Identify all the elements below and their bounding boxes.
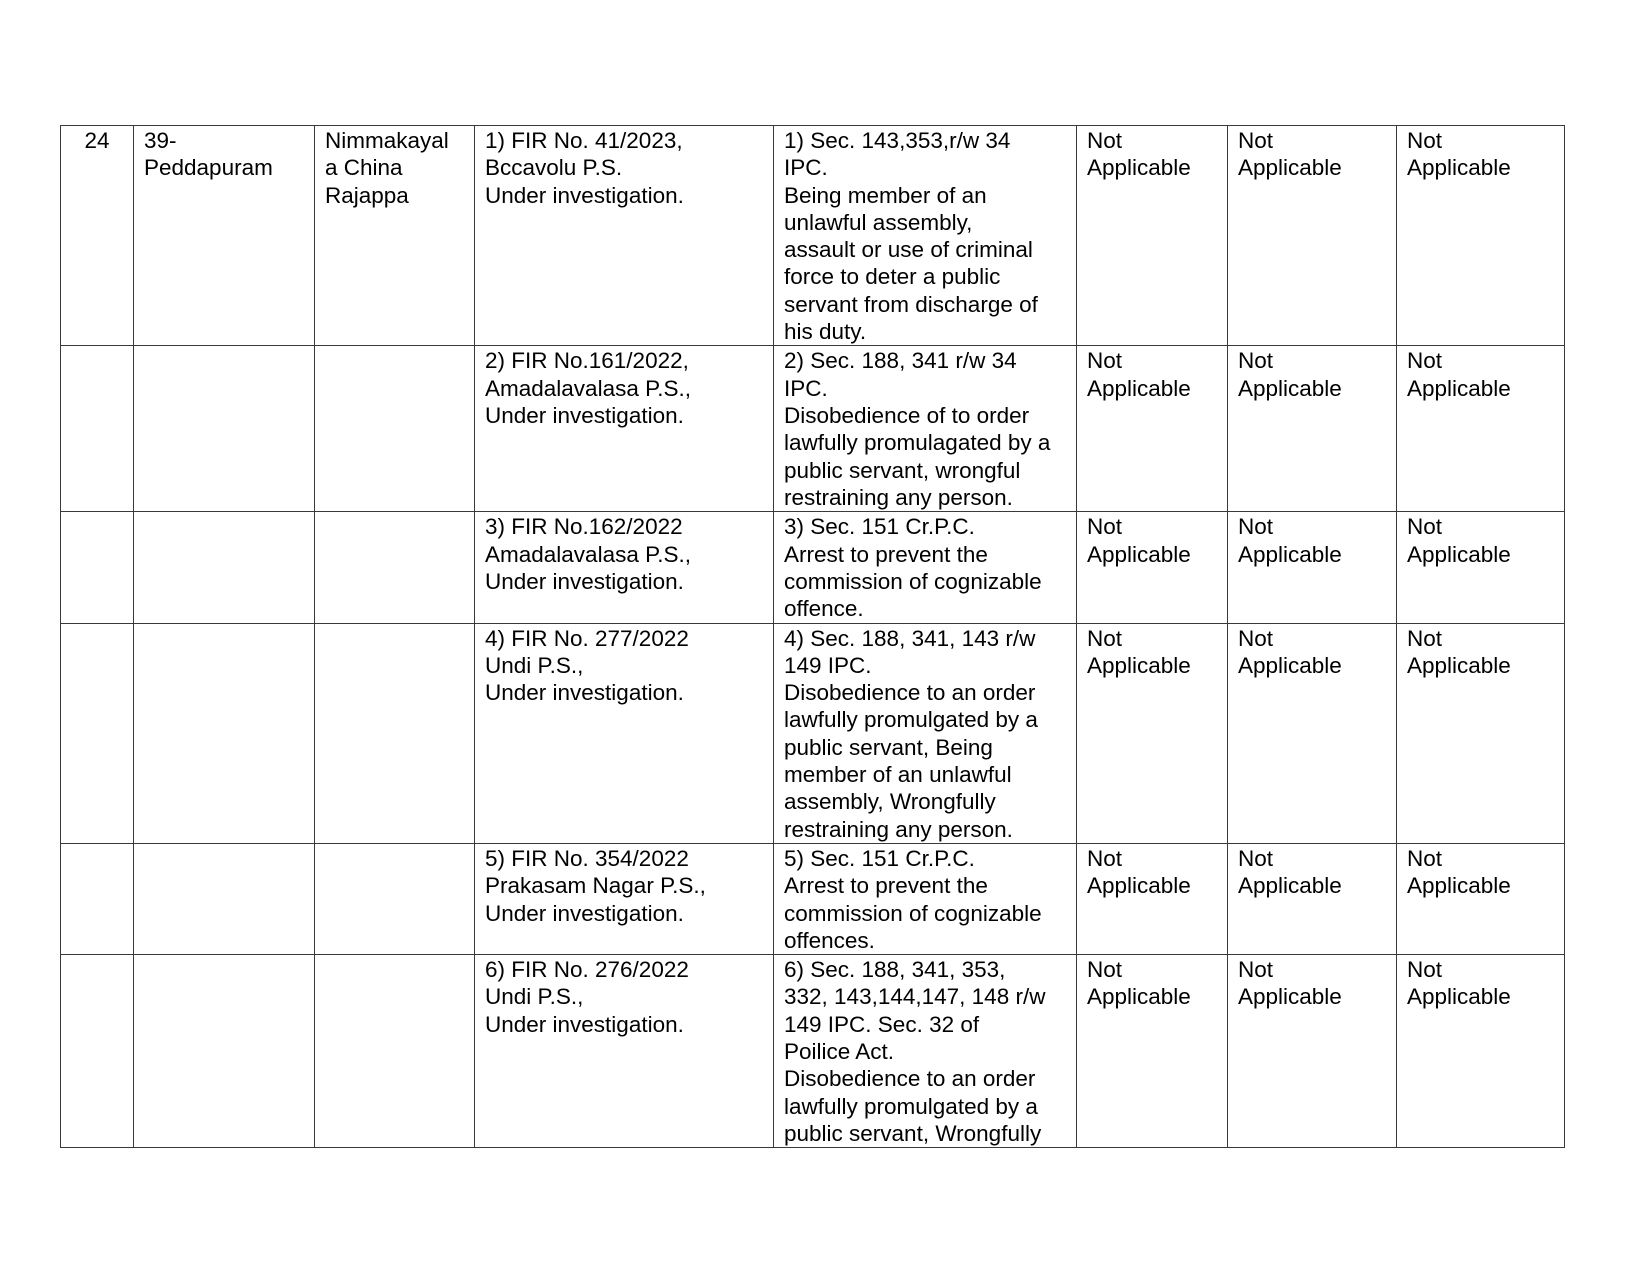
cell-text-line: Under investigation. — [485, 182, 684, 208]
cell-text-line: commission of cognizable — [784, 900, 1042, 926]
cell-text-line: Undi P.S., — [485, 984, 584, 1010]
ipc-sections-cell — [774, 843, 1077, 954]
cell-text-line: Arrest to prevent the — [784, 541, 988, 567]
constituency-cell — [134, 512, 315, 623]
cell-text-line: Under investigation. — [485, 900, 684, 926]
cell-text-line: Not — [1238, 845, 1274, 871]
cell-text-line: Not — [1087, 514, 1123, 540]
cell-text-line: Arrest to prevent the — [784, 873, 988, 899]
cell-text-line: Applicable — [1407, 155, 1511, 181]
candidate-name-cell — [315, 623, 475, 843]
conviction-status-cell — [1077, 843, 1228, 954]
cell-text-line: Undi P.S., — [485, 652, 584, 678]
punishment-cell — [1228, 346, 1397, 512]
cell-text-line: Applicable — [1087, 652, 1191, 678]
cell-text-line: unlawful assembly, — [784, 209, 973, 235]
appeal-status-cell — [1397, 126, 1565, 346]
cell-text-line: 3) Sec. 151 Cr.P.C. — [784, 514, 975, 540]
cell-text-line: Being member of an — [784, 182, 987, 208]
cell-text-line: Applicable — [1087, 375, 1191, 401]
conviction-status-cell — [1077, 955, 1228, 1148]
cell-text-line: lawfully promulagated by a — [784, 430, 1051, 456]
punishment-cell — [1228, 126, 1397, 346]
serial-number-cell — [61, 512, 134, 623]
serial-number-cell — [61, 955, 134, 1148]
ipc-sections-cell — [774, 512, 1077, 623]
serial-number-cell — [61, 843, 134, 954]
cell-text-line: Under investigation. — [485, 680, 684, 706]
conviction-status-cell — [1077, 346, 1228, 512]
appeal-status-cell — [1397, 346, 1565, 512]
appeal-status-cell — [1397, 512, 1565, 623]
cell-text-line: Disobedience to an order — [784, 680, 1036, 706]
punishment-cell — [1228, 512, 1397, 623]
cell-text-line: lawfully promulgated by a — [784, 1093, 1038, 1119]
table-row — [61, 955, 1565, 1148]
ipc-sections-cell — [774, 126, 1077, 346]
cell-text-line: Not — [1087, 957, 1123, 983]
ipc-sections-cell — [774, 955, 1077, 1148]
cell-text-line: Under investigation. — [485, 568, 684, 594]
candidate-name-cell — [315, 126, 475, 346]
cell-text-line: Rajappa — [325, 182, 409, 208]
punishment-cell — [1228, 955, 1397, 1148]
ipc-sections-cell — [774, 346, 1077, 512]
fir-details-cell — [475, 623, 774, 843]
criminal-cases-table — [60, 125, 1565, 1148]
cell-text-line: 2) Sec. 188, 341 r/w 34 — [784, 348, 1017, 374]
cell-text-line: servant from discharge of — [784, 291, 1038, 317]
cell-text-line: 2) FIR No.161/2022, — [485, 348, 689, 374]
punishment-cell — [1228, 623, 1397, 843]
cell-text-line: 4) Sec. 188, 341, 143 r/w — [784, 625, 1036, 651]
cell-text-line: Applicable — [1238, 984, 1342, 1010]
cell-text-line: Applicable — [1407, 652, 1511, 678]
cell-text-line: member of an unlawful — [784, 762, 1012, 788]
cell-text-line: Applicable — [1087, 541, 1191, 567]
fir-details-cell — [475, 346, 774, 512]
constituency-cell — [134, 843, 315, 954]
conviction-status-cell — [1077, 623, 1228, 843]
candidate-name-cell — [315, 843, 475, 954]
ipc-sections-cell — [774, 623, 1077, 843]
cell-text-line: Poilice Act. — [784, 1039, 895, 1065]
cell-text-line: Not — [1407, 845, 1443, 871]
cell-text-line: Under investigation. — [485, 402, 684, 428]
cell-text-line: public servant, wrongful — [784, 457, 1021, 483]
cell-text-line: Applicable — [1087, 155, 1191, 181]
cell-text-line: Not — [1238, 128, 1274, 153]
cell-text-line: 1) Sec. 143,353,r/w 34 — [784, 128, 1011, 153]
cell-text-line: Disobedience to an order — [784, 1066, 1036, 1092]
fir-details-cell — [475, 843, 774, 954]
cell-text-line: 5) Sec. 151 Cr.P.C. — [784, 845, 975, 871]
table-row — [61, 843, 1565, 954]
cell-text-line: Bccavolu P.S. — [485, 155, 623, 181]
cell-text-line: Applicable — [1087, 873, 1191, 899]
cell-text-line: Amadalavalasa P.S., — [485, 541, 691, 567]
cell-text-line: restraining any person. — [784, 816, 1013, 842]
cell-text-line: force to deter a public — [784, 264, 1001, 290]
conviction-status-cell — [1077, 126, 1228, 346]
cell-text-line: Amadalavalasa P.S., — [485, 375, 691, 401]
constituency-cell — [134, 346, 315, 512]
serial-number-cell — [61, 346, 134, 512]
constituency-cell — [134, 126, 315, 346]
cell-text-line: Peddapuram — [144, 155, 273, 181]
cell-text-line: Not — [1087, 348, 1123, 374]
cell-text-line: public servant, Being — [784, 734, 993, 760]
cell-text-line: 149 IPC. — [784, 652, 872, 678]
fir-details-cell — [475, 126, 774, 346]
cell-text-line: Under investigation. — [485, 1011, 684, 1037]
cell-text-line: IPC. — [784, 155, 828, 181]
cell-text-line: Not — [1087, 625, 1123, 651]
appeal-status-cell — [1397, 843, 1565, 954]
cell-text-line: Not — [1407, 514, 1443, 540]
serial-number-cell — [61, 126, 134, 346]
candidate-name-cell — [315, 512, 475, 623]
cell-text-line: Applicable — [1238, 541, 1342, 567]
candidate-name-cell — [315, 346, 475, 512]
cell-text-line: assault or use of criminal — [784, 237, 1033, 263]
cell-text-line: restraining any person. — [784, 484, 1013, 510]
cell-text-line: 6) Sec. 188, 341, 353, — [784, 957, 1006, 983]
appeal-status-cell — [1397, 955, 1565, 1148]
constituency-cell — [134, 955, 315, 1148]
cell-text-line: Applicable — [1407, 541, 1511, 567]
cell-text-line: Applicable — [1087, 984, 1191, 1010]
table-row — [61, 623, 1565, 843]
cell-text-line: 3) FIR No.162/2022 — [485, 514, 683, 540]
fir-details-cell — [475, 955, 774, 1148]
cell-text-line: Not — [1238, 348, 1274, 374]
cell-text-line: 39- — [144, 128, 177, 153]
punishment-cell — [1228, 843, 1397, 954]
cell-text-line: commission of cognizable — [784, 568, 1042, 594]
cell-text-line: 6) FIR No. 276/2022 — [485, 957, 689, 983]
cell-text-line: 332, 143,144,147, 148 r/w — [784, 984, 1046, 1010]
cell-text-line: offences. — [784, 927, 875, 953]
cell-text-line: Nimmakayal — [325, 128, 449, 153]
cell-text-line: Applicable — [1407, 873, 1511, 899]
cell-text-line: 5) FIR No. 354/2022 — [485, 845, 689, 871]
cell-text-line: Disobedience of to order — [784, 402, 1030, 428]
appeal-status-cell — [1397, 623, 1565, 843]
fir-details-cell — [475, 512, 774, 623]
cell-text-line: Applicable — [1407, 984, 1511, 1010]
cell-text-line: Not — [1407, 957, 1443, 983]
table-row — [61, 512, 1565, 623]
table-row — [61, 346, 1565, 512]
constituency-cell — [134, 623, 315, 843]
cell-text-line: public servant, Wrongfully — [784, 1120, 1042, 1146]
cell-text-line: Applicable — [1238, 375, 1342, 401]
cell-text-line: Applicable — [1238, 155, 1342, 181]
conviction-status-cell — [1077, 512, 1228, 623]
cell-text-line: Prakasam Nagar P.S., — [485, 873, 706, 899]
table-body — [61, 126, 1565, 1148]
cell-text-line: Not — [1087, 128, 1123, 153]
cell-text-line: his duty. — [784, 319, 867, 345]
cell-text-line: Not — [1087, 845, 1123, 871]
cell-text-line: 1) FIR No. 41/2023, — [485, 128, 683, 153]
serial-number-cell — [61, 623, 134, 843]
cell-text-line: Applicable — [1407, 375, 1511, 401]
cell-text-line: Not — [1407, 128, 1443, 153]
cell-text-line: Applicable — [1238, 652, 1342, 678]
table-row — [61, 126, 1565, 346]
cell-text-line: Not — [1407, 625, 1443, 651]
cell-text-line: a China — [325, 155, 403, 181]
cell-text-line: Not — [1238, 625, 1274, 651]
cell-text-line: Applicable — [1238, 873, 1342, 899]
cell-text-line: Not — [1238, 514, 1274, 540]
candidate-name-cell — [315, 955, 475, 1148]
cell-text-line: 24 — [84, 128, 110, 153]
cell-text-line: 149 IPC. Sec. 32 of — [784, 1011, 980, 1037]
cell-text-line: Not — [1407, 348, 1443, 374]
cell-text-line: assembly, Wrongfully — [784, 789, 996, 815]
cell-text-line: offence. — [784, 596, 864, 622]
cell-text-line: lawfully promulgated by a — [784, 707, 1038, 733]
cell-text-line: 4) FIR No. 277/2022 — [485, 625, 689, 651]
cell-text-line: IPC. — [784, 375, 828, 401]
cell-text-line: Not — [1238, 957, 1274, 983]
